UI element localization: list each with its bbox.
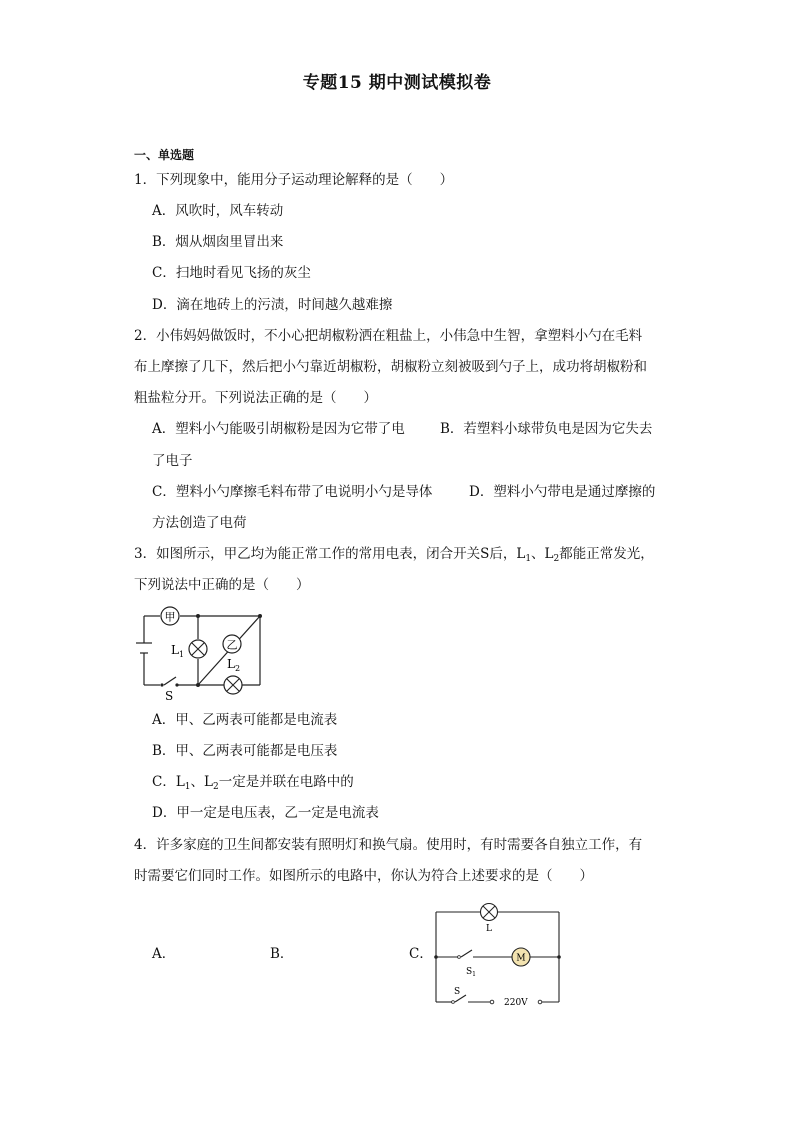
q2-option-c[interactable]: C．塑料小勺摩擦毛料布带了电说明小勺是导体	[152, 484, 433, 500]
q1-option-a[interactable]: A．风吹时，风车转动	[152, 203, 284, 219]
switch-s1-label: $S_1$	[466, 967, 476, 978]
q2-option-d-cont: 方法创造了电荷	[152, 515, 247, 531]
q2-option-b-cont: 了电子	[152, 453, 193, 469]
page-title: 专题15 期中测试模拟卷	[302, 73, 492, 93]
source-voltage-label: 220V	[504, 998, 528, 1008]
q4-option-a[interactable]: A．	[152, 946, 176, 962]
section-heading: 一、单选题	[134, 148, 195, 162]
motor-label: M	[516, 953, 526, 964]
q2-stem-line2: 布上摩擦了几下，然后把小勺靠近胡椒粉，胡椒粉立刻被吸到勺子上，成功将胡椒粉和	[134, 359, 647, 375]
q4-option-c[interactable]: C．	[409, 946, 433, 962]
switch-s-label: S	[165, 689, 174, 703]
q3-option-b[interactable]: B．甲、乙两表可能都是电压表	[152, 743, 338, 759]
q2-option-b[interactable]: B．若塑料小球带负电是因为它失去	[440, 421, 653, 437]
q3-circuit-diagram	[130, 603, 270, 703]
q1-option-b[interactable]: B．烟从烟囱里冒出来	[152, 234, 284, 250]
q3-stem-line1: 3．如图所示，甲乙均为能正常工作的常用电表，闭合开关S后，$L_1$、$L_2$都能正常发光，	[134, 546, 654, 564]
meter-yi-label: 乙	[226, 638, 238, 652]
q2-stem-line1: 2．小伟妈妈做饭时，不小心把胡椒粉洒在粗盐上，小伟急中生智，拿塑料小勺在毛料	[134, 328, 643, 344]
q2-stem-line3: 粗盐粒分开。下列说法正确的是（ ）	[134, 390, 377, 406]
q1-option-d[interactable]: D．滴在地砖上的污渍，时间越久越难擦	[152, 297, 393, 313]
lamp-l2-label: $L_2$	[227, 657, 241, 673]
lamp-l1-label: $L_1$	[171, 643, 185, 659]
q3-stem-line2: 下列说法中正确的是（ ）	[134, 577, 310, 593]
meter-jia-label: 甲	[164, 610, 176, 624]
q2-option-d[interactable]: D．塑料小勺带电是通过摩擦的	[469, 484, 656, 500]
q4-option-b[interactable]: B．	[270, 946, 294, 962]
q3-option-a[interactable]: A．甲、乙两表可能都是电流表	[152, 712, 338, 728]
q1-option-c[interactable]: C．扫地时看见飞扬的灰尘	[152, 265, 311, 281]
q4-stem-line2: 时需要它们同时工作。如图所示的电路中，你认为符合上述要求的是（ ）	[134, 868, 593, 884]
q3-option-c[interactable]: C．$L_1$、$L_2$一定是并联在电路中的	[152, 774, 354, 792]
q3-option-d[interactable]: D．甲一定是电压表，乙一定是电流表	[152, 805, 379, 821]
q1-stem: 1．下列现象中，能用分子运动理论解释的是（ ）	[134, 172, 454, 188]
q4-stem-line1: 4．许多家庭的卫生间都安装有照明灯和换气扇。使用时，有时需要各自独立工作，有	[134, 837, 643, 853]
lamp-label: L	[486, 924, 492, 934]
q4-option-c-circuit-diagram	[428, 898, 568, 1010]
q2-option-a[interactable]: A．塑料小勺能吸引胡椒粉是因为它带了电	[152, 421, 405, 437]
switch-s-label: S	[454, 987, 461, 997]
